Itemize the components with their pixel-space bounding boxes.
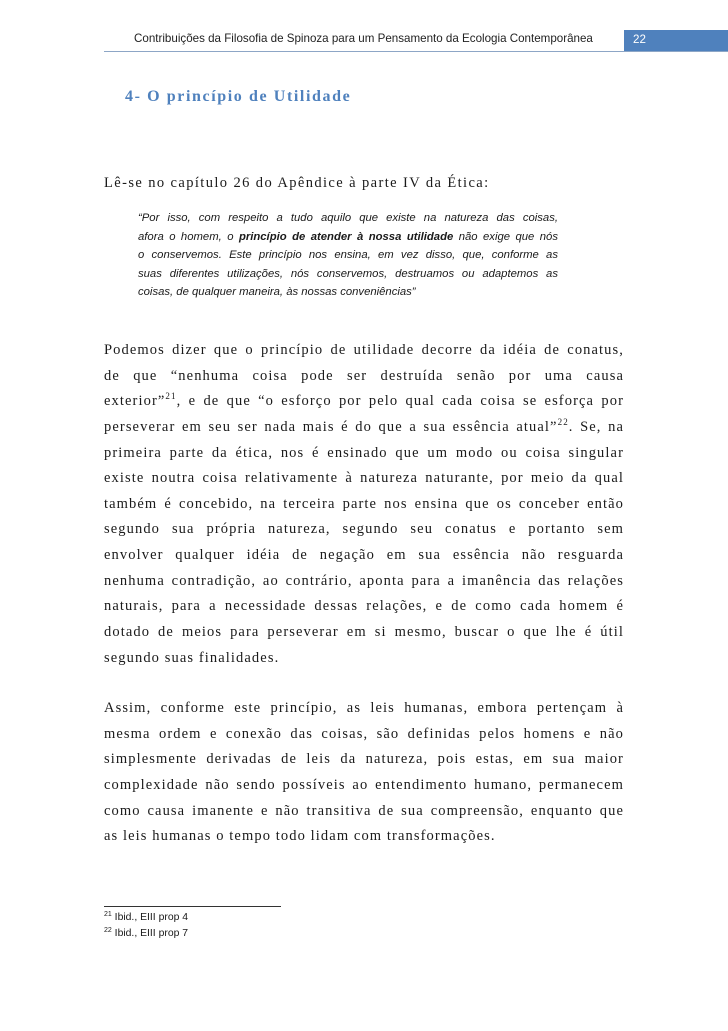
header-rule <box>104 51 728 52</box>
footnote-ref: 21 <box>165 391 177 402</box>
quote-text: afora o homem, o <box>138 230 239 243</box>
text-line: mesma ordem e conexão das coisas, são definidas pelos homens e não <box>104 725 624 742</box>
text-line <box>104 415 624 441</box>
text-line: simplesmente derivadas de leis da natureza, pois estas, em sua maior <box>104 751 624 768</box>
footnote-separator <box>104 906 281 907</box>
text-line: naturais, para a necessidade dessas relações, e de como cada homem é <box>104 598 624 615</box>
text-line: as leis humanas o tempo todo lidam com transformações. <box>104 828 496 845</box>
text-line: complexidade não sendo possíveis ao entendimento humano, permanecem <box>104 776 624 793</box>
paragraph-1 <box>104 338 624 671</box>
text-line: como causa imanente e não transitiva de sua compreensão, enquanto que <box>104 802 624 819</box>
page-header <box>0 30 728 52</box>
text-line: envolver qualquer idéia de negação em sua essência não resguarda <box>104 547 624 564</box>
text-line: de que “nenhuma coisa pode ser destruída senão por uma causa <box>104 367 624 384</box>
header-title: Contribuições da Filosofia de Spinoza para um Pensamento da Ecologia Contemporânea <box>134 32 593 45</box>
footnotes <box>104 910 188 942</box>
footnote-text: Ibid., EIII prop 4 <box>111 912 189 923</box>
intro-line: Lê-se no capítulo 26 do Apêndice à parte IV da Ética: <box>104 175 490 191</box>
footnote-ref: 22 <box>557 416 569 427</box>
footnote-number: 21 <box>104 911 112 918</box>
text-line: segundo sua própria natureza, segundo seu conatus e portanto sem <box>104 521 624 538</box>
page-number: 22 <box>633 33 646 46</box>
text-line: também é concebido, na terceira parte nos ensina que os conceber então <box>104 495 624 512</box>
quote-emphasis: princípio de atender à nossa utilidade <box>238 230 454 243</box>
text-line: dotado de meios para perseverar em si mesmo, buscar o que lhe é útil <box>104 624 624 641</box>
text-line: existe noutra coisa relativamente à natureza naturante, por meio da qual <box>104 470 624 487</box>
footnote <box>104 926 188 942</box>
text-line: nenhuma contradição, ao contrário, aponta para a imanência das relações <box>104 572 624 589</box>
footnote-text: Ibid., EIII prop 7 <box>111 928 189 939</box>
text-line: Podemos dizer que o princípio de utilidade decorre da idéia de conatus, <box>104 342 624 358</box>
text-line: segundo suas finalidades. <box>104 649 280 666</box>
section-heading: 4- O princípio de Utilidade <box>125 88 352 105</box>
paragraph-2 <box>104 696 624 850</box>
footnote <box>104 910 188 926</box>
block-quote <box>138 209 558 302</box>
text-segment: exterior” <box>104 393 166 410</box>
text-line: Assim, conforme este princípio, as leis humanas, embora pertençam à <box>104 700 624 716</box>
footnote-number: 22 <box>104 927 112 934</box>
quote-line: coisas, de qualquer maneira, às nossas conveniências” <box>138 286 416 299</box>
text-segment: . Se, na <box>568 418 624 435</box>
text-segment: perseverar em seu ser nada mais é do que a sua essência atual” <box>104 418 558 435</box>
quote-text: não exige que nós <box>453 230 558 243</box>
quote-line: suas diferentes utilizações, nós conservemos, destruamos ou adaptemos as <box>138 267 558 280</box>
quote-line: o conservemos. Este princípio nos ensina, em vez disso, que, conforme as <box>138 249 558 262</box>
page-number-box <box>624 30 728 51</box>
quote-line <box>138 228 558 247</box>
text-line <box>104 389 624 415</box>
quote-line: “Por isso, com respeito a tudo aquilo que existe na natureza das coisas, <box>138 212 558 224</box>
text-segment: , e de que “o esforço por pelo qual cada coisa se esforça por <box>176 393 624 410</box>
text-line: primeira parte da ética, nos é ensinado que um modo ou coisa singular <box>104 444 624 461</box>
